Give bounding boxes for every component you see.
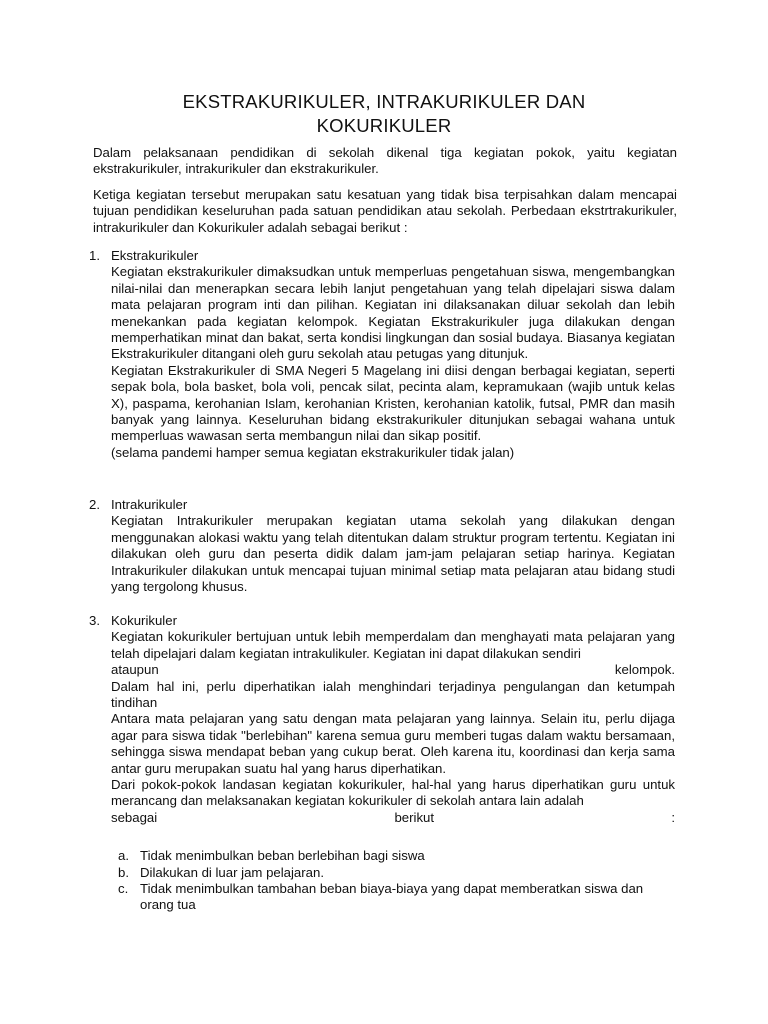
sublist-letter: c. (118, 881, 129, 896)
list-item-note: (selama pandemi hamper semua kegiatan ekstrakurikuler tidak jalan) (111, 444, 515, 460)
list-number: 1. (89, 248, 100, 263)
list-item-paragraph-end: sebagai berikut : (111, 809, 675, 825)
list-item-paragraph: Antara mata pelajaran yang satu dengan mata pelajaran yang lainnya. Selain itu, perlu dijaga agar para siswa tidak "berlebihan" karena semua guru memberi tugas dalam waktu bersamaan, sehingga siswa mendapat beban yang cukup berat. Oleh karena itu, koordinasi dan kerja sama antar guru merupakan suatu hal yang harus diperhatikan. (111, 711, 675, 776)
sublist-item: Tidak menimbulkan tambahan beban biaya-biaya yang dapat memberatkan siswa dan orang tua (140, 881, 644, 913)
intro-paragraph-2: Ketiga kegiatan tersebut merupakan satu kesatuan yang tidak bisa terpisahkan dalam mencapai tujuan pendidikan keseluruhan pada satuan pendidikan atau sekolah. Perbedaan ekstrtrakurikuler, intrakurikuler dan Kokurikuler adalah sebagai berikut : (93, 187, 677, 235)
list-number: 2. (89, 497, 100, 512)
list-item-kokurikuler (111, 613, 675, 826)
list-item-paragraph-end: ataupun kelompok. (111, 662, 675, 678)
list-item-paragraph: Kegiatan Intrakurikuler merupakan kegiatan utama sekolah yang dilakukan dengan menggunakan alokasi waktu yang telah ditentukan dalam struktur program tertentu. Kegiatan ini dilakukan oleh guru dan peserta didik dalam jam-jam pelajaran setiap harinya. Kegiatan Intrakurikuler dilakukan untuk mencapai tujuan minimal setiap mata pelajaran atau bidang studi yang tergolong khusus. (111, 513, 675, 595)
document-title (120, 90, 648, 138)
sublist-item: Tidak menimbulkan beban berlebihan bagi siswa (140, 848, 425, 863)
list-item-heading: Ekstrakurikuler (111, 248, 199, 263)
list-item-paragraph: Kegiatan ekstrakurikuler dimaksudkan untuk memperluas pengetahuan siswa, mengembangkan nilai-nilai dan menerapkan secara lebih lanjut pengetahuan yang telah dipelajari siswa dalam mata pelajaran program inti dan pilihan. Kegiatan ini dilaksanakan diluar sekolah dan lebih menekankan pada kegiatan kelompok. Kegiatan Ekstrakurikuler juga dilakukan dengan memperhatikan minat dan bakat, serta kondisi lingkungan dan sosial budaya. Biasanya kegiatan Ekstrakurikuler ditangani oleh guru sekolah atau petugas yang ditunjuk. (111, 264, 675, 362)
intro-paragraph: Dalam pelaksanaan pendidikan di sekolah dikenal tiga kegiatan pokok, yaitu kegiatan ekstrakurikuler, intrakurikuler dan ekstrakurikuler. (93, 145, 677, 177)
title-line-1: EKSTRAKURIKULER, INTRAKURIKULER DAN (182, 91, 586, 112)
list-item-paragraph: Kegiatan kokurikuler bertujuan untuk lebih memperdalam dan menghayati mata pelajaran yang telah dipelajari dalam kegiatan intrakulikuler. Kegiatan ini dapat dilakukan sendiri (111, 629, 675, 661)
list-item-heading: Intrakurikuler (111, 497, 188, 512)
list-item-paragraph: Dalam hal ini, perlu diperhatikan ialah menghindari terjadinya pengulangan dan ketumpah tindihan (111, 678, 675, 711)
sublist-letter: b. (118, 865, 129, 880)
list-item-ekstrakurikuler (111, 248, 675, 461)
list-item-intrakurikuler (111, 497, 675, 595)
list-item-paragraph: Kegiatan Ekstrakurikuler di SMA Negeri 5 Magelang ini diisi dengan berbagai kegiatan, seperti sepak bola, bola basket, bola voli, pencak silat, pecinta alam, kepramukaan (wajib untuk kelas X), paspama, kerohanian Islam, kerohanian Kristen, kerohanian katolik, futsal, PMR dan masih banyak yang lainnya. Keseluruhan bidang ekstrakurikuler ditunjukan sebagai wahana untuk memperluas wawasan serta membangun nilai dan sikap positif. (111, 362, 675, 444)
title-line-2: KOKURIKULER (316, 115, 452, 136)
list-item-heading: Kokurikuler (111, 613, 177, 628)
list-number: 3. (89, 613, 100, 628)
sublist-item: Dilakukan di luar jam pelajaran. (140, 865, 324, 880)
list-item-paragraph: Dari pokok-pokok landasan kegiatan kokurikuler, hal-hal yang harus diperhatikan guru untuk merancang dan melaksanakan kegiatan kokurikuler di sekolah antara lain adalah (111, 777, 675, 809)
sublist-letter: a. (118, 848, 129, 863)
